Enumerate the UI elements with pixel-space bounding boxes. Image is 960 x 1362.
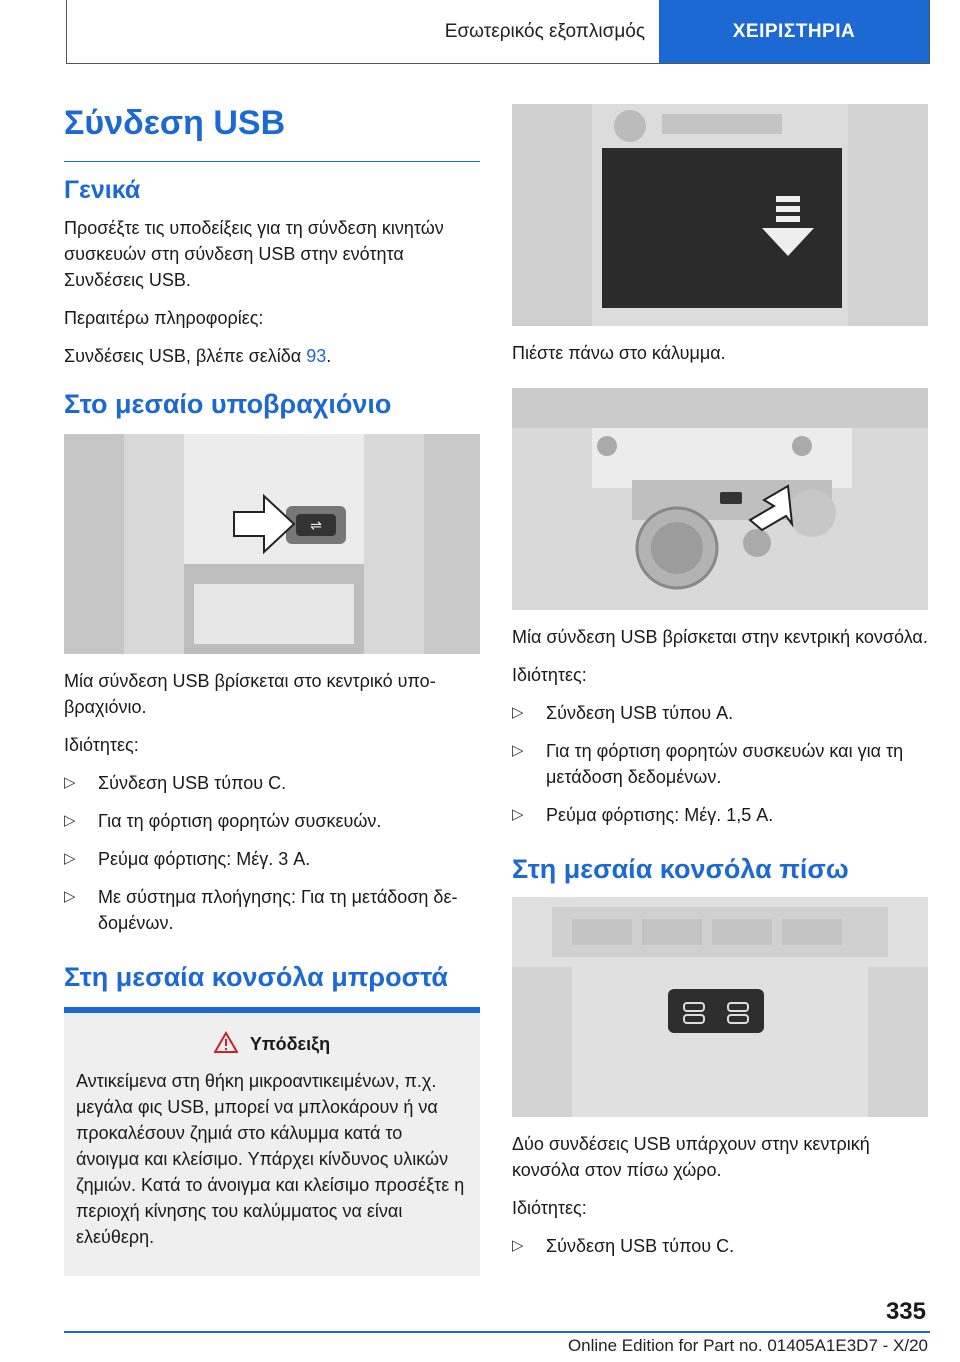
press-cover-photo — [512, 104, 928, 326]
triangle-bullet-icon: ▷ — [64, 850, 76, 867]
list-item: ▷ Σύνδεση USB τύπου C. — [64, 770, 480, 796]
rear-console-usb-photo — [512, 897, 928, 1117]
general-paragraph-3 — [64, 343, 480, 369]
rear-properties-list — [512, 1233, 928, 1259]
armrest-properties-list — [64, 770, 480, 936]
front-console-heading: Στη μεσαία κονσόλα μπροστά — [64, 962, 448, 992]
general-paragraph-2: Περαιτέρω πληροφορίες: — [64, 308, 264, 328]
notice-title: Υπόδειξη — [249, 1034, 331, 1054]
left-column — [64, 104, 480, 1276]
notice-box — [64, 1013, 480, 1276]
list-item: ▷ Για τη φόρτιση φορητών συσκευών και για τη μετάδοση δεδομένων. — [512, 738, 928, 790]
page-header — [66, 0, 930, 64]
triangle-bullet-icon: ▷ — [64, 812, 76, 829]
list-item: ▷ Ρεύμα φόρτισης: Μέγ. 3 A. — [64, 846, 480, 872]
footer-divider — [64, 1331, 930, 1333]
armrest-usb-photo — [64, 434, 480, 654]
list-item: ▷ Σύνδεση USB τύπου C. — [512, 1233, 928, 1259]
triangle-bullet-icon: ▷ — [512, 742, 524, 759]
armrest-heading: Στο μεσαίο υποβραχιόνιο — [64, 389, 392, 419]
list-item: ▷ Ρεύμα φόρτισης: Μέγ. 1,5 A. — [512, 802, 928, 828]
front-console-usb-photo — [512, 388, 928, 610]
triangle-bullet-icon: ▷ — [512, 1237, 524, 1254]
header-chapter-tab[interactable]: ΧΕΙΡΙΣΤΗΡΙΑ — [659, 0, 929, 63]
warning-triangle-icon — [214, 1031, 238, 1058]
page-number: 335 — [885, 1298, 926, 1325]
rear-console-heading: Στη μεσαία κονσόλα πίσω — [512, 854, 849, 884]
notice-header — [76, 1031, 468, 1058]
press-cover-caption: Πιέστε πάνω στο κάλυμμα. — [512, 343, 726, 363]
general-heading: Γενικά — [64, 176, 141, 204]
edition-footer: Online Edition for Part no. 01405A1E3D7 - X/20 — [567, 1336, 928, 1355]
header-section-title: Εσωτερικός εξοπλισμός — [444, 20, 645, 42]
triangle-bullet-icon: ▷ — [512, 704, 524, 721]
front-properties-list — [512, 700, 928, 828]
right-column — [512, 104, 928, 1273]
triangle-bullet-icon: ▷ — [64, 774, 76, 791]
triangle-bullet-icon: ▷ — [512, 806, 524, 823]
svg-text:⇌: ⇌ — [310, 518, 322, 534]
page-93-link[interactable]: 93 — [306, 346, 327, 366]
page-title: Σύνδεση USB — [64, 104, 480, 162]
front-properties-label: Ιδιότητες: — [512, 665, 587, 685]
rear-console-caption: Δύο συνδέσεις USB υπάρχουν στην κεντρική κονσόλα στον πίσω χώρο. — [512, 1134, 870, 1180]
list-item: ▷ Για τη φόρτιση φορητών συσκευών. — [64, 808, 480, 834]
notice-text: Αντικείμενα στη θήκη μικροαντικειμένων, π.χ. μεγάλα φις USB, μπορεί να μπλοκάρουν ή να προκαλέσουν ζημιά στο κάλυμμα κατά το άνοιγμα και κλείσιμο. Υπάρχει κίνδυνος υλικών ζημιών. Κατά το άνοιγμα και κλείσιμο προσέξτε η περιοχή κίνησης του καλύμματος να είναι ελεύθερη. — [76, 1071, 465, 1247]
armrest-caption: Μία σύνδεση USB βρίσκεται στο κεντρικό υποβραχιόνιο. — [64, 671, 436, 717]
cross-reference-end: . — [326, 346, 332, 366]
general-paragraph-1: Προσέξτε τις υποδείξεις για τη σύνδεση κινητών συσκευών στη σύνδεση USB στην ενότητα Συνδέσεις USB. — [64, 218, 444, 290]
list-item: ▷ Σύνδεση USB τύπου A. — [512, 700, 928, 726]
rear-properties-label: Ιδιότητες: — [512, 1198, 587, 1218]
armrest-properties-label: Ιδιότητες: — [64, 735, 139, 755]
list-item: ▷ Με σύστημα πλοήγησης: Για τη μετάδοση δεδομένων. — [64, 884, 480, 936]
front-console-caption: Μία σύνδεση USB βρίσκεται στην κεντρική κονσόλα. — [512, 627, 928, 647]
triangle-bullet-icon: ▷ — [64, 888, 76, 905]
cross-reference-text: Συνδέσεις USB, βλέπε σελίδα — [64, 346, 307, 366]
